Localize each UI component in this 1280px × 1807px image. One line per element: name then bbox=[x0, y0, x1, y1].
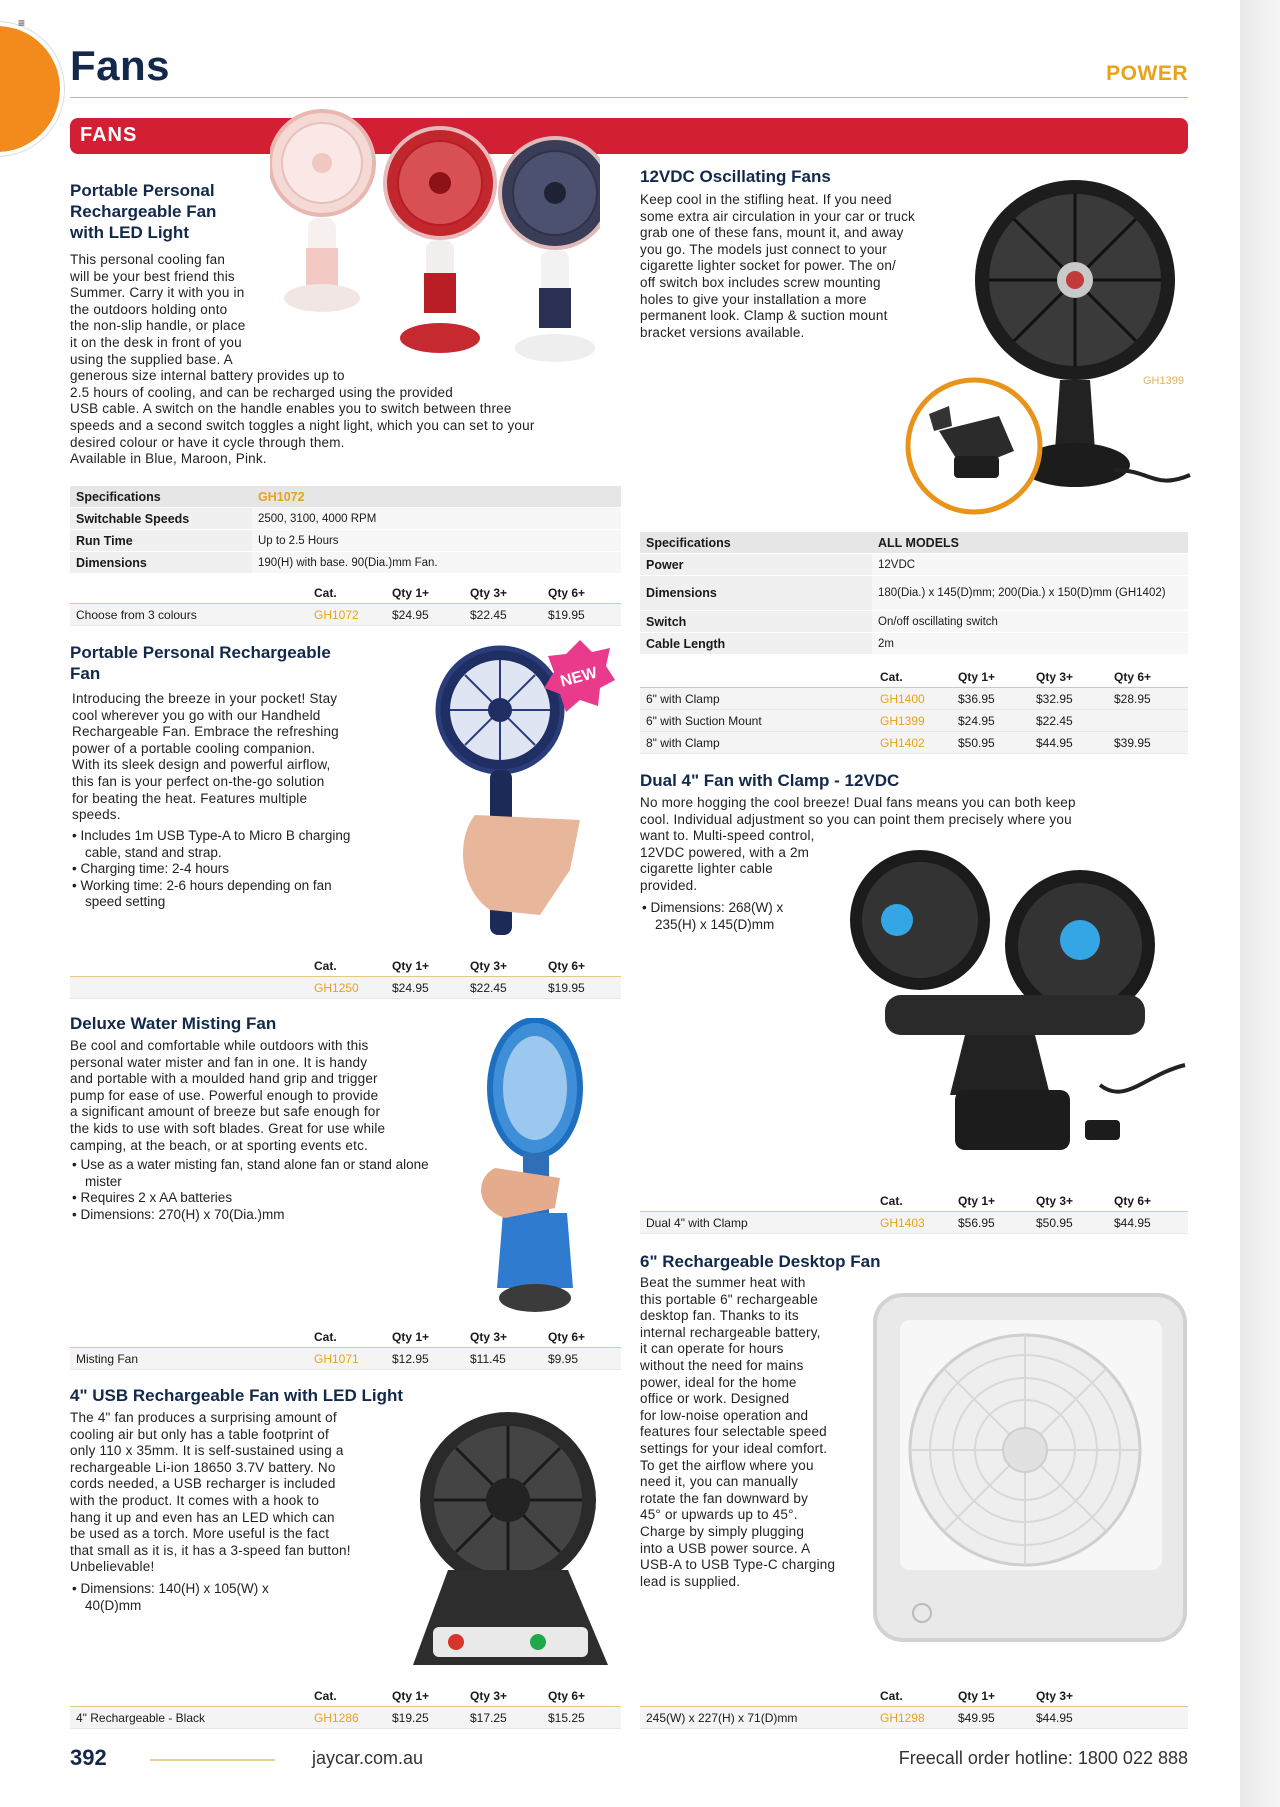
bullet-item: • Working time: 2-6 hours depending on fan speed setting bbox=[72, 878, 372, 911]
price-cell: $44.95 bbox=[1108, 1212, 1188, 1234]
p2-title-line: Portable Personal Rechargeable bbox=[70, 643, 331, 662]
bullet-item: • Charging time: 2-4 hours bbox=[72, 861, 372, 878]
p7-desc-line: Charge by simply plugging bbox=[640, 1523, 805, 1539]
p1-desc-line: will be your best friend this bbox=[70, 268, 235, 284]
price-header: Qty 1+ bbox=[386, 582, 464, 604]
p3-desc-line: a significant amount of breeze but safe enough for bbox=[70, 1104, 381, 1120]
p7-price-table bbox=[640, 1685, 1188, 1729]
spec-header-cat: GH1072 bbox=[252, 486, 621, 508]
p7-desc-line: lead is supplied. bbox=[640, 1573, 741, 1589]
price-header: Qty 1+ bbox=[952, 1685, 1030, 1707]
hand-icon bbox=[463, 815, 580, 915]
category-band-label: FANS bbox=[80, 124, 138, 146]
p5-desc-line: cigarette lighter socket for power. The on/ bbox=[640, 258, 896, 274]
cat-code[interactable]: GH1298 bbox=[874, 1707, 952, 1729]
price-cell bbox=[1108, 710, 1188, 732]
p4-desc-line: cooling air but only has a table footprint of bbox=[70, 1426, 329, 1442]
price-header: Cat. bbox=[308, 1326, 386, 1348]
p5-desc-line: Keep cool in the stifling heat. If you need bbox=[640, 192, 892, 207]
price-desc: 6" with Clamp bbox=[640, 688, 874, 710]
cat-code[interactable]: GH1286 bbox=[308, 1707, 386, 1729]
price-header bbox=[70, 1685, 308, 1707]
price-cell: $44.95 bbox=[1030, 1707, 1188, 1729]
p2-desc-line: With its sleek design and powerful airflow, bbox=[72, 757, 331, 773]
p3-desc-line: the kids to use with soft blades. Great for use while bbox=[70, 1120, 386, 1136]
p4-description bbox=[70, 1410, 351, 1576]
cat-code[interactable]: GH1399 bbox=[874, 710, 952, 732]
price-header: Cat. bbox=[874, 666, 952, 688]
p5-desc-line: permanent look. Clamp & suction mount bbox=[640, 308, 888, 324]
p7-desc-line: Beat the summer heat with bbox=[640, 1275, 806, 1290]
price-header bbox=[70, 955, 308, 977]
price-header: Qty 3+ bbox=[1030, 666, 1108, 688]
p7-desc-line: into a USB power source. A bbox=[640, 1540, 811, 1556]
p4-title bbox=[70, 1385, 403, 1406]
spec-header-cell: Specifications bbox=[640, 532, 872, 554]
p2-desc-line: Rechargeable Fan. Embrace the refreshing bbox=[72, 724, 339, 740]
p3-price-table bbox=[70, 1326, 621, 1370]
p6-title bbox=[640, 770, 899, 791]
price-header: Qty 1+ bbox=[386, 1326, 464, 1348]
p2-price-table bbox=[70, 955, 621, 999]
p1-desc-line: 2.5 hours of cooling, and can be recharged using the provided bbox=[70, 384, 453, 400]
blue-fan-icon bbox=[500, 138, 600, 362]
p7-desc-line: office or work. Designed bbox=[640, 1391, 790, 1407]
footer-divider bbox=[150, 1759, 275, 1761]
cat-code[interactable]: GH1250 bbox=[308, 977, 386, 999]
p6-price-table bbox=[640, 1190, 1188, 1234]
table-row bbox=[70, 604, 621, 626]
p7-desc-line: need it, you can manually bbox=[640, 1474, 799, 1490]
p4-desc-line: with the product. It comes with a hook to bbox=[70, 1492, 320, 1508]
price-header: Cat. bbox=[308, 1685, 386, 1707]
table-row bbox=[70, 1348, 621, 1370]
price-cell: $15.25 bbox=[542, 1707, 621, 1729]
category-band bbox=[70, 118, 1188, 154]
p4-title-line: 4" USB Rechargeable Fan with LED Light bbox=[70, 1386, 403, 1405]
price-cell: $39.95 bbox=[1108, 732, 1188, 754]
price-cell: $12.95 bbox=[386, 1348, 464, 1370]
price-cell: $19.25 bbox=[386, 1707, 464, 1729]
p4-desc-line: that small as it is, it has a 3-speed fan button! bbox=[70, 1542, 351, 1558]
p1-title-line: Rechargeable Fan bbox=[70, 202, 217, 221]
p4-desc-line: be used as a torch. More useful is the fact bbox=[70, 1526, 330, 1542]
price-header: Qty 6+ bbox=[1108, 666, 1188, 688]
p7-desc-line: it can operate for hours bbox=[640, 1341, 784, 1357]
price-desc: 8" with Clamp bbox=[640, 732, 874, 754]
cat-code[interactable]: GH1072 bbox=[308, 604, 386, 626]
price-header bbox=[640, 1190, 874, 1212]
spec-key: Run Time bbox=[70, 530, 252, 552]
p5-price-table bbox=[640, 666, 1188, 754]
p4-desc-line: Unbelievable! bbox=[70, 1559, 155, 1575]
p7-desc-line: this portable 6" rechargeable bbox=[640, 1291, 818, 1307]
price-header: Qty 3+ bbox=[464, 1685, 542, 1707]
bullet-item: • Requires 2 x AA batteries bbox=[72, 1190, 457, 1207]
price-header: Cat. bbox=[874, 1685, 952, 1707]
table-row bbox=[640, 1212, 1188, 1234]
spec-value: 180(Dia.) x 145(D)mm; 200(Dia.) x 150(D)mm (GH1402) bbox=[872, 576, 1188, 611]
price-header: Qty 1+ bbox=[952, 666, 1030, 688]
spec-header-cell: Specifications bbox=[70, 486, 252, 508]
p7-title-line: 6" Rechargeable Desktop Fan bbox=[640, 1252, 881, 1271]
table-row bbox=[640, 732, 1188, 754]
p6-desc-line: 12VDC powered, with a 2m bbox=[640, 844, 810, 860]
p5-desc-line: off switch box includes screw mounting bbox=[640, 274, 881, 290]
p7-desc-line: settings for your ideal comfort. bbox=[640, 1440, 828, 1456]
p1-desc-line: generous size internal battery provides up to bbox=[70, 368, 345, 384]
price-header: Qty 6+ bbox=[1108, 1190, 1188, 1212]
p1-spec-table bbox=[70, 486, 621, 574]
image-cat-label: GH1399 bbox=[1143, 375, 1184, 387]
maroon-fan-icon bbox=[385, 128, 495, 353]
cat-code[interactable]: GH1400 bbox=[874, 688, 952, 710]
price-header: Qty 3+ bbox=[464, 582, 542, 604]
spec-value: 190(H) with base. 90(Dia.)mm Fan. bbox=[252, 552, 621, 574]
price-header: Qty 6+ bbox=[542, 582, 621, 604]
section-tab-circle bbox=[0, 22, 64, 156]
price-header: Qty 3+ bbox=[464, 1326, 542, 1348]
p5-desc-line: you go. The models just connect to your bbox=[640, 241, 887, 257]
section-label: POWER bbox=[1106, 62, 1188, 85]
dual-fan-icon bbox=[850, 850, 1185, 1150]
p7-title bbox=[640, 1251, 880, 1272]
price-cell: $49.95 bbox=[952, 1707, 1030, 1729]
table-row bbox=[70, 1707, 621, 1729]
price-cell: $17.25 bbox=[464, 1707, 542, 1729]
p7-desc-line: rotate the fan downward by bbox=[640, 1490, 809, 1506]
pink-fan-icon bbox=[270, 111, 374, 312]
p3-desc-line: pump for ease of use. Powerful enough to provide bbox=[70, 1087, 379, 1103]
p2-title bbox=[70, 642, 331, 684]
p1-desc-line: desired colour or have it cycle through them. bbox=[70, 434, 345, 450]
p4-desc-line: hang it up and even has an LED which can bbox=[70, 1509, 335, 1525]
p1-desc-line: the outdoors holding onto bbox=[70, 301, 228, 317]
p2-desc-line: speeds. bbox=[72, 807, 121, 823]
price-cell: $28.95 bbox=[1108, 688, 1188, 710]
p2-description bbox=[72, 691, 339, 824]
order-hotline: Freecall order hotline: 1800 022 888 bbox=[898, 1748, 1188, 1768]
price-cell: $24.95 bbox=[386, 977, 464, 999]
price-header: Qty 3+ bbox=[1030, 1190, 1108, 1212]
price-header: Cat. bbox=[308, 582, 386, 604]
p5-desc-line: some extra air circulation in your car or truck bbox=[640, 208, 915, 224]
p4-bullets bbox=[72, 1581, 312, 1614]
p7-desc-line: without the need for mains bbox=[640, 1357, 804, 1373]
price-header: Cat. bbox=[308, 955, 386, 977]
p1-title-line: with LED Light bbox=[70, 223, 189, 242]
cat-code[interactable]: GH1071 bbox=[308, 1348, 386, 1370]
p1-desc-line: speeds and a second switch toggles a night light, which you can set to your bbox=[70, 417, 535, 433]
p7-desc-line: To get the airflow where you bbox=[640, 1457, 814, 1473]
square-desk-fan-icon bbox=[875, 1295, 1185, 1640]
price-header: Cat. bbox=[874, 1190, 952, 1212]
spec-key: Dimensions bbox=[70, 552, 252, 574]
price-header: Qty 6+ bbox=[542, 1685, 621, 1707]
spec-key: Dimensions bbox=[640, 576, 872, 611]
p3-desc-line: and portable with a moulded hand grip and trigger bbox=[70, 1071, 378, 1087]
cat-code[interactable]: GH1402 bbox=[874, 732, 952, 754]
spec-key: Switchable Speeds bbox=[70, 508, 252, 530]
price-desc bbox=[70, 977, 308, 999]
table-row bbox=[640, 710, 1188, 732]
spec-key: Switch bbox=[640, 611, 872, 633]
p1-desc-line: Available in Blue, Maroon, Pink. bbox=[70, 451, 267, 467]
p5-desc-line: bracket versions available. bbox=[640, 324, 805, 340]
bullet-item: • Dimensions: 268(W) x 235(H) x 145(D)mm bbox=[642, 900, 792, 933]
p7-desc-line: USB-A to USB Type-C charging bbox=[640, 1557, 836, 1573]
price-cell: $32.95 bbox=[1030, 688, 1108, 710]
price-cell: $22.45 bbox=[464, 604, 542, 626]
p4-desc-line: only 110 x 35mm. It is self-sustained using a bbox=[70, 1443, 344, 1459]
price-desc: 6" with Suction Mount bbox=[640, 710, 874, 732]
p6-desc-line: cigarette lighter cable bbox=[640, 861, 773, 877]
p5-desc-line: grab one of these fans, mount it, and away bbox=[640, 225, 904, 241]
p1-title-line: Portable Personal bbox=[70, 181, 215, 200]
p2-desc-line: cool wherever you go with our Handheld bbox=[72, 707, 321, 723]
cat-code[interactable]: GH1403 bbox=[874, 1212, 952, 1234]
p7-desc-line: internal rechargeable battery, bbox=[640, 1324, 821, 1340]
p4-desc-line: rechargeable Li-ion 18650 3.7V battery. No bbox=[70, 1459, 336, 1475]
price-cell: $9.95 bbox=[542, 1348, 621, 1370]
website-link[interactable]: jaycar.com.au bbox=[312, 1748, 424, 1768]
p2-fan-image bbox=[430, 640, 615, 940]
p1-desc-line: USB cable. A switch on the handle enables you to switch between three bbox=[70, 401, 512, 417]
p2-bullets bbox=[72, 828, 372, 911]
p3-desc-line: personal water mister and fan in one. It is handy bbox=[70, 1054, 368, 1070]
price-header: Qty 1+ bbox=[386, 955, 464, 977]
price-cell: $11.45 bbox=[464, 1348, 542, 1370]
price-cell: $50.95 bbox=[1030, 1212, 1108, 1234]
p2-title-line: Fan bbox=[70, 664, 101, 683]
price-header: Qty 3+ bbox=[1030, 1685, 1188, 1707]
price-cell: $19.95 bbox=[542, 977, 621, 999]
price-cell: $22.45 bbox=[1030, 710, 1108, 732]
price-desc: 245(W) x 227(H) x 71(D)mm bbox=[640, 1707, 874, 1729]
p4-desc-line: The 4" fan produces a surprising amount of bbox=[70, 1410, 337, 1425]
p3-misting-fan-image bbox=[475, 1018, 605, 1318]
p2-desc-line: Introducing the breeze in your pocket! Stay bbox=[72, 691, 338, 706]
price-header: Qty 6+ bbox=[542, 1326, 621, 1348]
price-header bbox=[70, 582, 308, 604]
misting-fan-icon bbox=[490, 1020, 580, 1312]
bullet-item: • Use as a water misting fan, stand alone fan or stand alone mister bbox=[72, 1157, 457, 1190]
p4-desc-line: cords needed, a USB recharger is included bbox=[70, 1476, 336, 1492]
spec-key: Power bbox=[640, 554, 872, 576]
page-title: Fans bbox=[70, 42, 171, 89]
p7-desc-line: power, ideal for the home bbox=[640, 1374, 797, 1390]
table-row bbox=[70, 977, 621, 999]
price-cell: $44.95 bbox=[1030, 732, 1108, 754]
spec-key: Cable Length bbox=[640, 633, 872, 655]
p4-price-table bbox=[70, 1685, 621, 1729]
p1-fan-image bbox=[270, 108, 600, 363]
bullet-item: • Includes 1m USB Type-A to Micro B charging cable, stand and strap. bbox=[72, 828, 372, 861]
p6-desc-line: cool. Individual adjustment so you can point them precisely where you bbox=[640, 811, 1072, 827]
table-row bbox=[640, 688, 1188, 710]
p7-desc-line: features four selectable speed bbox=[640, 1424, 827, 1440]
p6-dual-fan-image bbox=[845, 845, 1190, 1170]
p7-desc-line: 45° or upwards up to 45°. bbox=[640, 1507, 798, 1523]
p1-desc-line: it on the desk in front of you bbox=[70, 334, 242, 350]
title-rule bbox=[70, 97, 1188, 98]
price-header bbox=[70, 1326, 308, 1348]
spec-value: On/off oscillating switch bbox=[872, 611, 1188, 633]
desk-fan-icon bbox=[413, 1412, 608, 1665]
price-header: Qty 3+ bbox=[464, 955, 542, 977]
new-badge-label: NEW bbox=[558, 664, 600, 691]
p4-fan-image bbox=[408, 1405, 618, 1670]
p6-desc-line: want to. Multi-speed control, bbox=[640, 828, 815, 844]
p2-desc-line: for beating the heat. Features multiple bbox=[72, 790, 308, 806]
p7-desc-line: for low-noise operation and bbox=[640, 1407, 809, 1423]
page-number: 392 bbox=[70, 1745, 107, 1770]
spec-value: 2m bbox=[872, 633, 1188, 655]
p7-description bbox=[640, 1275, 835, 1590]
p1-desc-line: Summer. Carry it with you in bbox=[70, 285, 245, 301]
price-cell: $56.95 bbox=[952, 1212, 1030, 1234]
p5-spec-table bbox=[640, 532, 1188, 655]
price-cell: $24.95 bbox=[386, 604, 464, 626]
p5-title-line: 12VDC Oscillating Fans bbox=[640, 167, 831, 186]
price-header bbox=[640, 666, 874, 688]
p3-title-line: Deluxe Water Misting Fan bbox=[70, 1014, 277, 1033]
p1-desc-line: This personal cooling fan bbox=[70, 252, 226, 267]
bullet-item: • Dimensions: 140(H) x 105(W) x 40(D)mm bbox=[72, 1581, 312, 1614]
price-cell: $36.95 bbox=[952, 688, 1030, 710]
p2-desc-line: this fan is your perfect on-the-go solution bbox=[72, 773, 325, 789]
price-cell: $22.45 bbox=[464, 977, 542, 999]
p3-bullets bbox=[72, 1157, 457, 1223]
price-cell: $19.95 bbox=[542, 604, 621, 626]
price-desc: Choose from 3 colours bbox=[70, 604, 308, 626]
p1-desc-line: using the supplied base. A bbox=[70, 351, 233, 367]
p3-desc-line: Be cool and comfortable while outdoors with this bbox=[70, 1038, 369, 1053]
price-header: Qty 1+ bbox=[386, 1685, 464, 1707]
spec-value: 12VDC bbox=[872, 554, 1188, 576]
bullet-item: • Dimensions: 270(H) x 70(Dia.)mm bbox=[72, 1207, 457, 1224]
p5-description bbox=[640, 192, 915, 341]
p3-desc-line: camping, at the beach, or at sporting events etc. bbox=[70, 1137, 368, 1153]
p1-title bbox=[70, 180, 216, 243]
p5-desc-line: holes to give your installation a more bbox=[640, 291, 867, 307]
p2-desc-line: power of a portable cooling companion. bbox=[72, 740, 316, 756]
price-header bbox=[640, 1685, 874, 1707]
table-row bbox=[640, 1707, 1188, 1729]
p6-bullets bbox=[642, 900, 792, 933]
spec-value: Up to 2.5 Hours bbox=[252, 530, 621, 552]
p3-title bbox=[70, 1013, 276, 1034]
price-header: Qty 1+ bbox=[952, 1190, 1030, 1212]
p7-desc-line: desktop fan. Thanks to its bbox=[640, 1308, 799, 1324]
p7-desktop-fan-image bbox=[870, 1290, 1190, 1650]
p5-clamp-inset bbox=[904, 376, 1044, 516]
page-edge-shadow bbox=[1240, 0, 1280, 1807]
price-cell: $24.95 bbox=[952, 710, 1030, 732]
p5-title bbox=[640, 166, 831, 187]
p6-title-line: Dual 4" Fan with Clamp - 12VDC bbox=[640, 771, 900, 790]
p1-price-table bbox=[70, 582, 621, 626]
price-desc: Misting Fan bbox=[70, 1348, 308, 1370]
price-cell: $50.95 bbox=[952, 732, 1030, 754]
p6-desc-line: No more hogging the cool breeze! Dual fans means you can both keep bbox=[640, 795, 1076, 810]
spec-header-cell: ALL MODELS bbox=[872, 532, 1188, 554]
p6-desc-line: provided. bbox=[640, 877, 698, 893]
spec-value: 2500, 3100, 4000 RPM bbox=[252, 508, 621, 530]
menu-icon[interactable]: ≡ bbox=[18, 16, 26, 30]
price-desc: Dual 4" with Clamp bbox=[640, 1212, 874, 1234]
p3-description bbox=[70, 1038, 385, 1154]
p1-desc-line: the non-slip handle, or place bbox=[70, 318, 246, 334]
price-header: Qty 6+ bbox=[542, 955, 621, 977]
price-desc: 4" Rechargeable - Black bbox=[70, 1707, 308, 1729]
